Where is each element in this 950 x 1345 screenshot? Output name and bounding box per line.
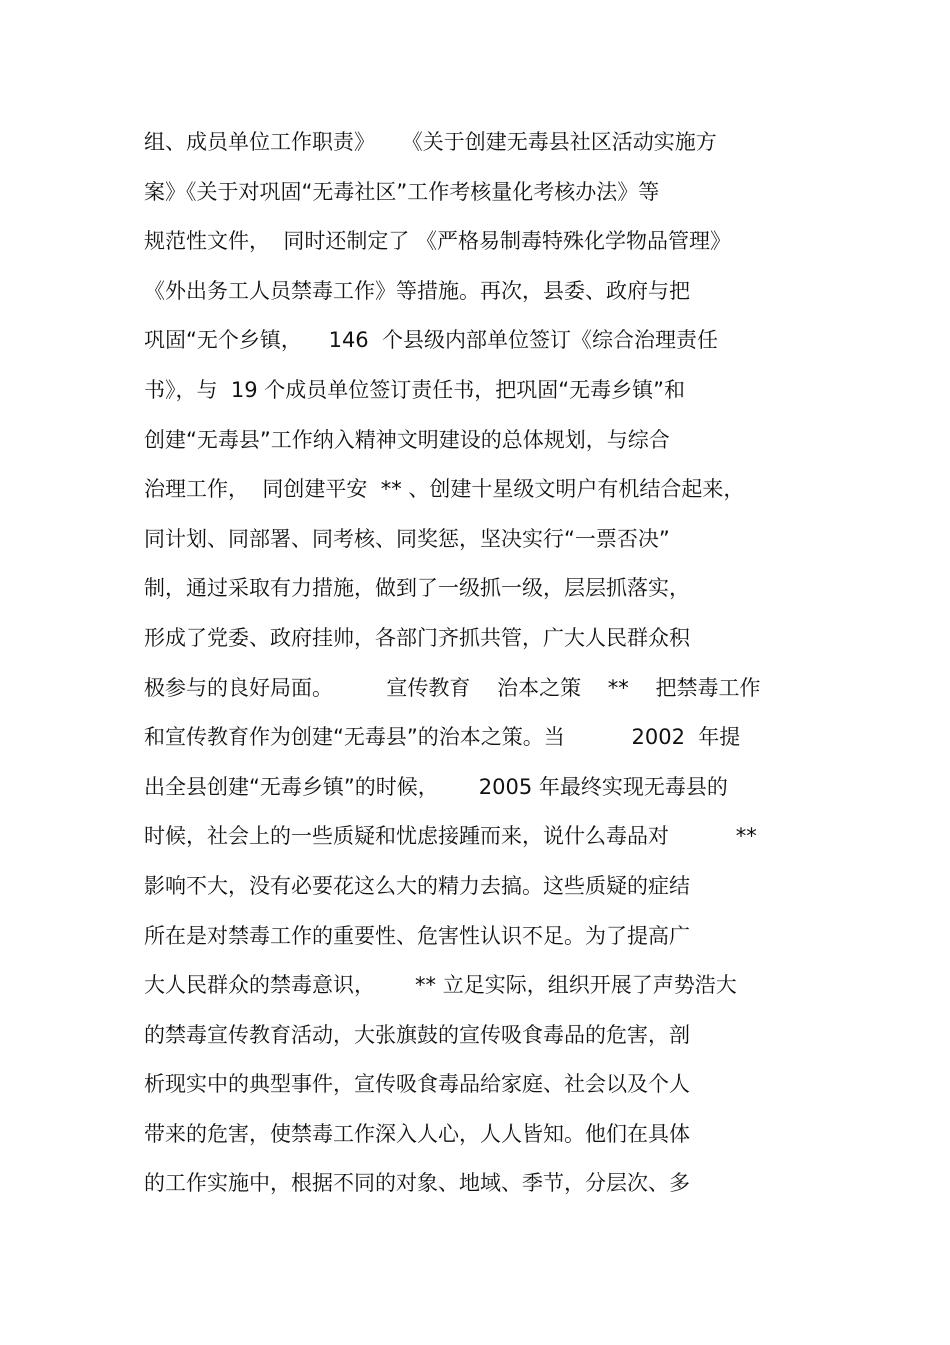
- text-line: 同计划、同部署、同考核、同奖惩，坚决实行“一票否决”: [144, 526, 670, 551]
- text-line: 制，通过采取有力措施，做到了一级抓一级，层层抓落实，: [144, 576, 690, 601]
- text-line: 创建“无毒县”工作纳入精神文明建设的总体规划，与综合: [144, 427, 670, 452]
- text-line: 规范性文件， 同时还制定了 《严格易制毒特殊化学物品管理》: [144, 229, 732, 254]
- text-line: 和宣传教育作为创建“无毒县”的治本之策。当 2002 年提: [144, 725, 741, 750]
- text-line: 的工作实施中，根据不同的对象、地域、季节，分层次、多: [144, 1171, 690, 1196]
- text-line: 出全县创建“无毒乡镇”的时候， 2005 年最终实现无毒县的: [144, 774, 728, 799]
- text-line: 析现实中的典型事件，宣传吸食毒品给家庭、社会以及个人: [144, 1072, 690, 1097]
- text-line: 带来的危害，使禁毒工作深入人心，人人皆知。他们在具体: [144, 1121, 690, 1146]
- text-line: 极参与的良好局面。 宣传教育 治本之策 ** 把禁毒工作: [144, 675, 761, 700]
- text-line: 的禁毒宣传教育活动，大张旗鼓的宣传吸食毒品的危害，剖: [144, 1022, 690, 1047]
- text-line: 影响不大，没有必要花这么大的精力去搞。这些质疑的症结: [144, 873, 690, 898]
- text-line: 《外出务工人员禁毒工作》等措施。再次，县委、政府与把: [144, 278, 690, 303]
- text-line: 时候，社会上的一些质疑和忧虑接踵而来，说什么毒品对 **: [144, 824, 757, 849]
- body-text: [144, 118, 844, 1209]
- text-line: 形成了党委、政府挂帅，各部门齐抓共管，广大人民群众积: [144, 625, 690, 650]
- text-line: 大人民群众的禁毒意识， ** 立足实际，组织开展了声势浩大: [144, 973, 737, 998]
- text-line: 组、成员单位工作职责》 《关于创建无毒县社区活动实施方: [144, 130, 717, 154]
- text-line: 案》《关于对巩固“无毒社区”工作考核量化考核办法》等: [144, 179, 660, 204]
- text-line: 巩固“无个乡镇， 146 个县级内部单位签订《综合治理责任: [144, 328, 719, 353]
- text-line: 治理工作， 同创建平安 ** 、创建十星级文明户有机结合起来，: [144, 477, 745, 502]
- text-line: 所在是对禁毒工作的重要性、危害性认识不足。为了提高广: [144, 923, 690, 948]
- text-line: 书》，与 19 个成员单位签订责任书，把巩固“无毒乡镇”和: [144, 377, 686, 402]
